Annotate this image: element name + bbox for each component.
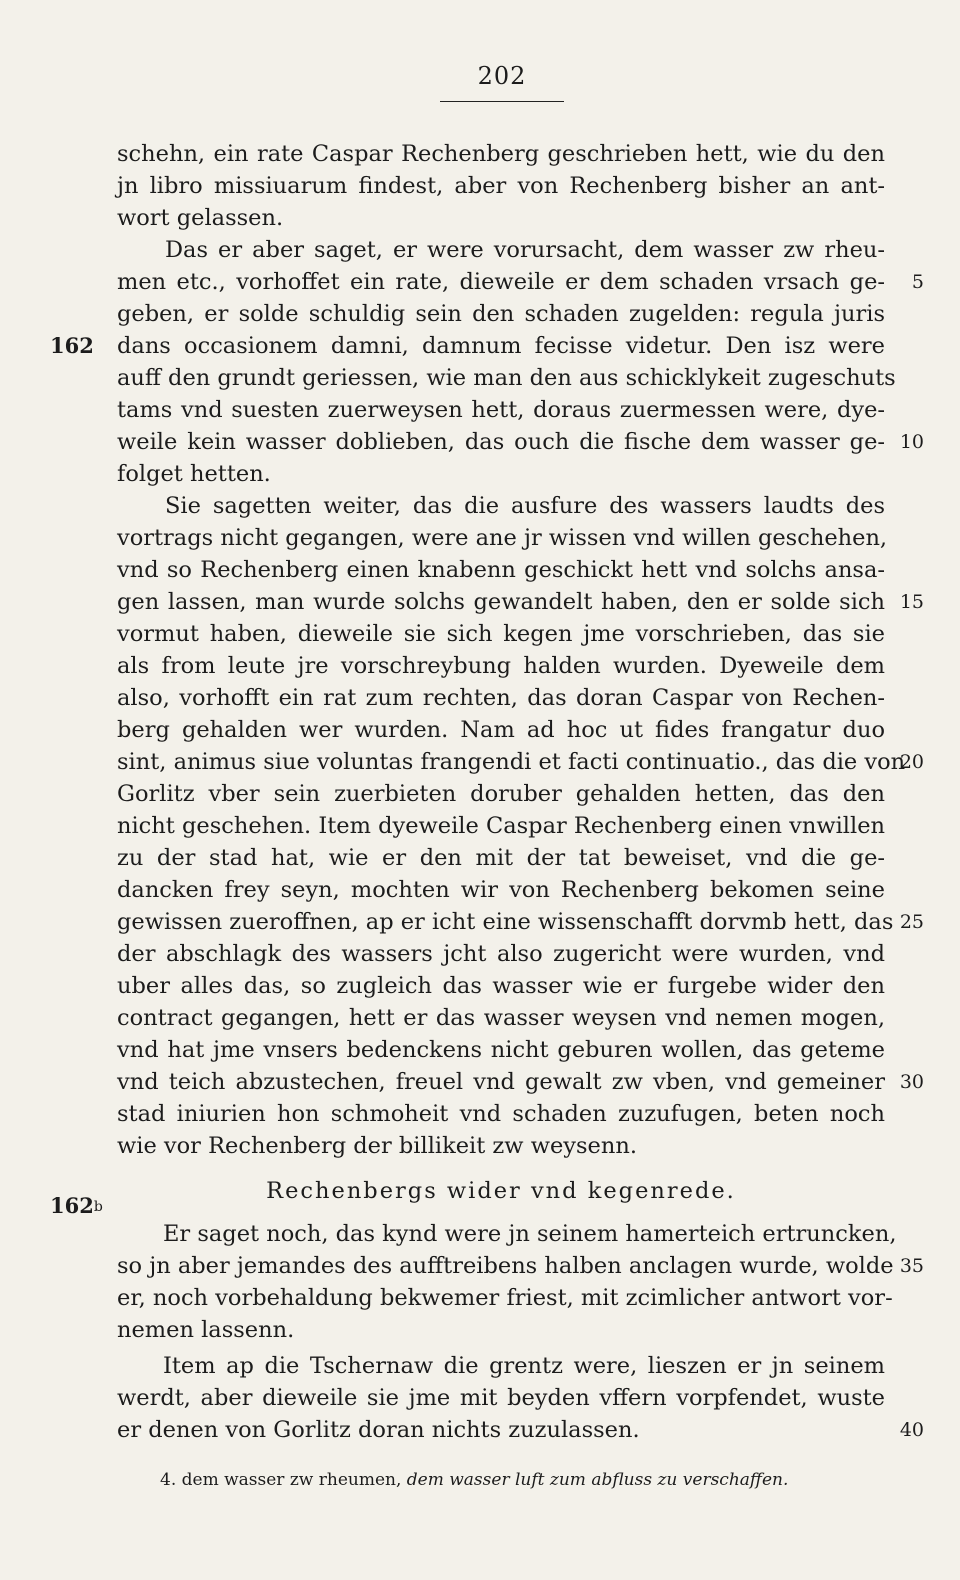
- text-line: er denen von Gorlitz doran nichts zuzulassen.: [117, 1417, 640, 1443]
- footnote: [160, 1470, 880, 1490]
- text-line: werdt, aber dieweile sie jme mit beyden vffern vorpfendet, wuste: [117, 1385, 885, 1411]
- margin-note-number: 162: [50, 1193, 94, 1218]
- text-line: also, vorhofft ein rat zum rechten, das doran Caspar von Rechen-: [117, 685, 885, 711]
- text-line: geben, er solde schuldig sein den schaden zugelden: regula juris: [117, 301, 885, 327]
- text-line: contract gegangen, hett er das wasser weysen vnd nemen mogen,: [117, 1005, 885, 1031]
- text-line: weile kein wasser doblieben, das ouch die fische dem wasser ge-: [117, 429, 885, 455]
- text-line: er, noch vorbehaldung bekwemer friest, mit zcimlicher antwort vor-: [117, 1285, 893, 1311]
- text-line: gen lassen, man wurde solchs gewandelt haben, den er solde sich: [117, 589, 885, 615]
- text-line: dancken frey seyn, mochten wir von Rechenberg bekomen seine: [117, 877, 885, 903]
- text-line: tams vnd suesten zuerweysen hett, doraus zuermessen were, dye-: [117, 397, 885, 423]
- text-line: wort gelassen.: [117, 205, 284, 231]
- margin-note-left: 162: [50, 333, 94, 358]
- text-line: gewissen zueroffnen, ap er icht eine wissenschafft dorvmb hett, das: [117, 909, 894, 935]
- text-line: wie vor Rechenberg der billikeit zw weysenn.: [117, 1133, 637, 1159]
- line-number: 5: [911, 271, 924, 293]
- margin-note-left: [50, 1190, 103, 1225]
- text-line: dans occasionem damni, damnum fecisse videtur. Den isz were: [117, 333, 885, 359]
- text-line: vnd hat jme vnsers bedenckens nicht geburen wollen, das geteme: [117, 1037, 885, 1063]
- text-line: Er saget noch, das kynd were jn seinem hamerteich ertruncken,: [163, 1221, 897, 1247]
- page-number: 202: [477, 62, 527, 90]
- line-number: 25: [899, 911, 924, 933]
- text-line: zu der stad hat, wie er den mit der tat beweiset, vnd die ge-: [117, 845, 885, 871]
- text-line: berg gehalden wer wurden. Nam ad hoc ut fides frangatur duo: [117, 717, 885, 743]
- text-line: vnd so Rechenberg einen knabenn geschickt hett vnd solchs ansa-: [117, 557, 885, 583]
- text-line: Sie sagetten weiter, das die ausfure des wassers laudts des: [165, 493, 885, 519]
- text-line: vnd teich abzustechen, freuel vnd gewalt zw vben, vnd gemeiner: [117, 1069, 885, 1095]
- text-line: folget hetten.: [117, 461, 271, 487]
- line-number: 40: [899, 1419, 924, 1441]
- footnote-gloss: dem wasser luft zum abfluss zu verschaffen.: [406, 1470, 789, 1490]
- line-number: 10: [899, 431, 924, 453]
- text-line: uber alles das, so zugleich das wasser wie er furgebe wider den: [117, 973, 885, 999]
- text-line: so jn aber jemandes des aufftreibens halben anclagen wurde, wolde: [117, 1253, 894, 1279]
- text-line: schehn, ein rate Caspar Rechenberg geschrieben hett, wie du den: [117, 141, 885, 167]
- footnote-text: dem wasser zw rheumen,: [181, 1470, 402, 1490]
- text-line: nemen lassenn.: [117, 1317, 295, 1343]
- line-number: 35: [899, 1255, 924, 1277]
- line-number: 30: [899, 1071, 924, 1093]
- text-line: vormut haben, dieweile sie sich kegen jme vorschrieben, das sie: [117, 621, 885, 647]
- text-line: der abschlagk des wassers jcht also zugericht were wurden, vnd: [117, 941, 885, 967]
- line-number: 15: [899, 591, 924, 613]
- text-line: auff den grundt geriessen, wie man den aus schicklykeit zugeschuts: [117, 365, 896, 391]
- text-line: als from leute jre vorschreybung halden wurden. Dyeweile dem: [117, 653, 885, 679]
- margin-note-suffix: b: [93, 1199, 103, 1215]
- text-line: jn libro missiuarum findest, aber von Rechenberg bisher an ant-: [117, 173, 885, 199]
- text-line: men etc., vorhoffet ein rate, dieweile er dem schaden vrsach ge-: [117, 269, 885, 295]
- text-line: nicht geschehen. Item dyeweile Caspar Rechenberg einen vnwillen: [117, 813, 885, 839]
- text-line: Gorlitz vber sein zuerbieten doruber gehalden hetten, das den: [117, 781, 885, 807]
- line-number: 20: [899, 751, 924, 773]
- text-line: Item ap die Tschernaw die grentz were, lieszen er jn seinem: [163, 1353, 885, 1379]
- text-line: sint, animus siue voluntas frangendi et facti continuatio., das die von: [117, 749, 906, 775]
- text-line: Das er aber saget, er were vorursacht, dem wasser zw rheu-: [165, 237, 885, 263]
- page-number-rule: [440, 101, 564, 102]
- text-line: vortrags nicht gegangen, were ane jr wissen vnd willen geschehen,: [117, 525, 888, 551]
- section-heading: Rechenbergs wider vnd kegenrede.: [266, 1178, 736, 1204]
- footnote-number: 4.: [160, 1470, 177, 1490]
- text-line: stad iniurien hon schmoheit vnd schaden zuzufugen, beten noch: [117, 1101, 885, 1127]
